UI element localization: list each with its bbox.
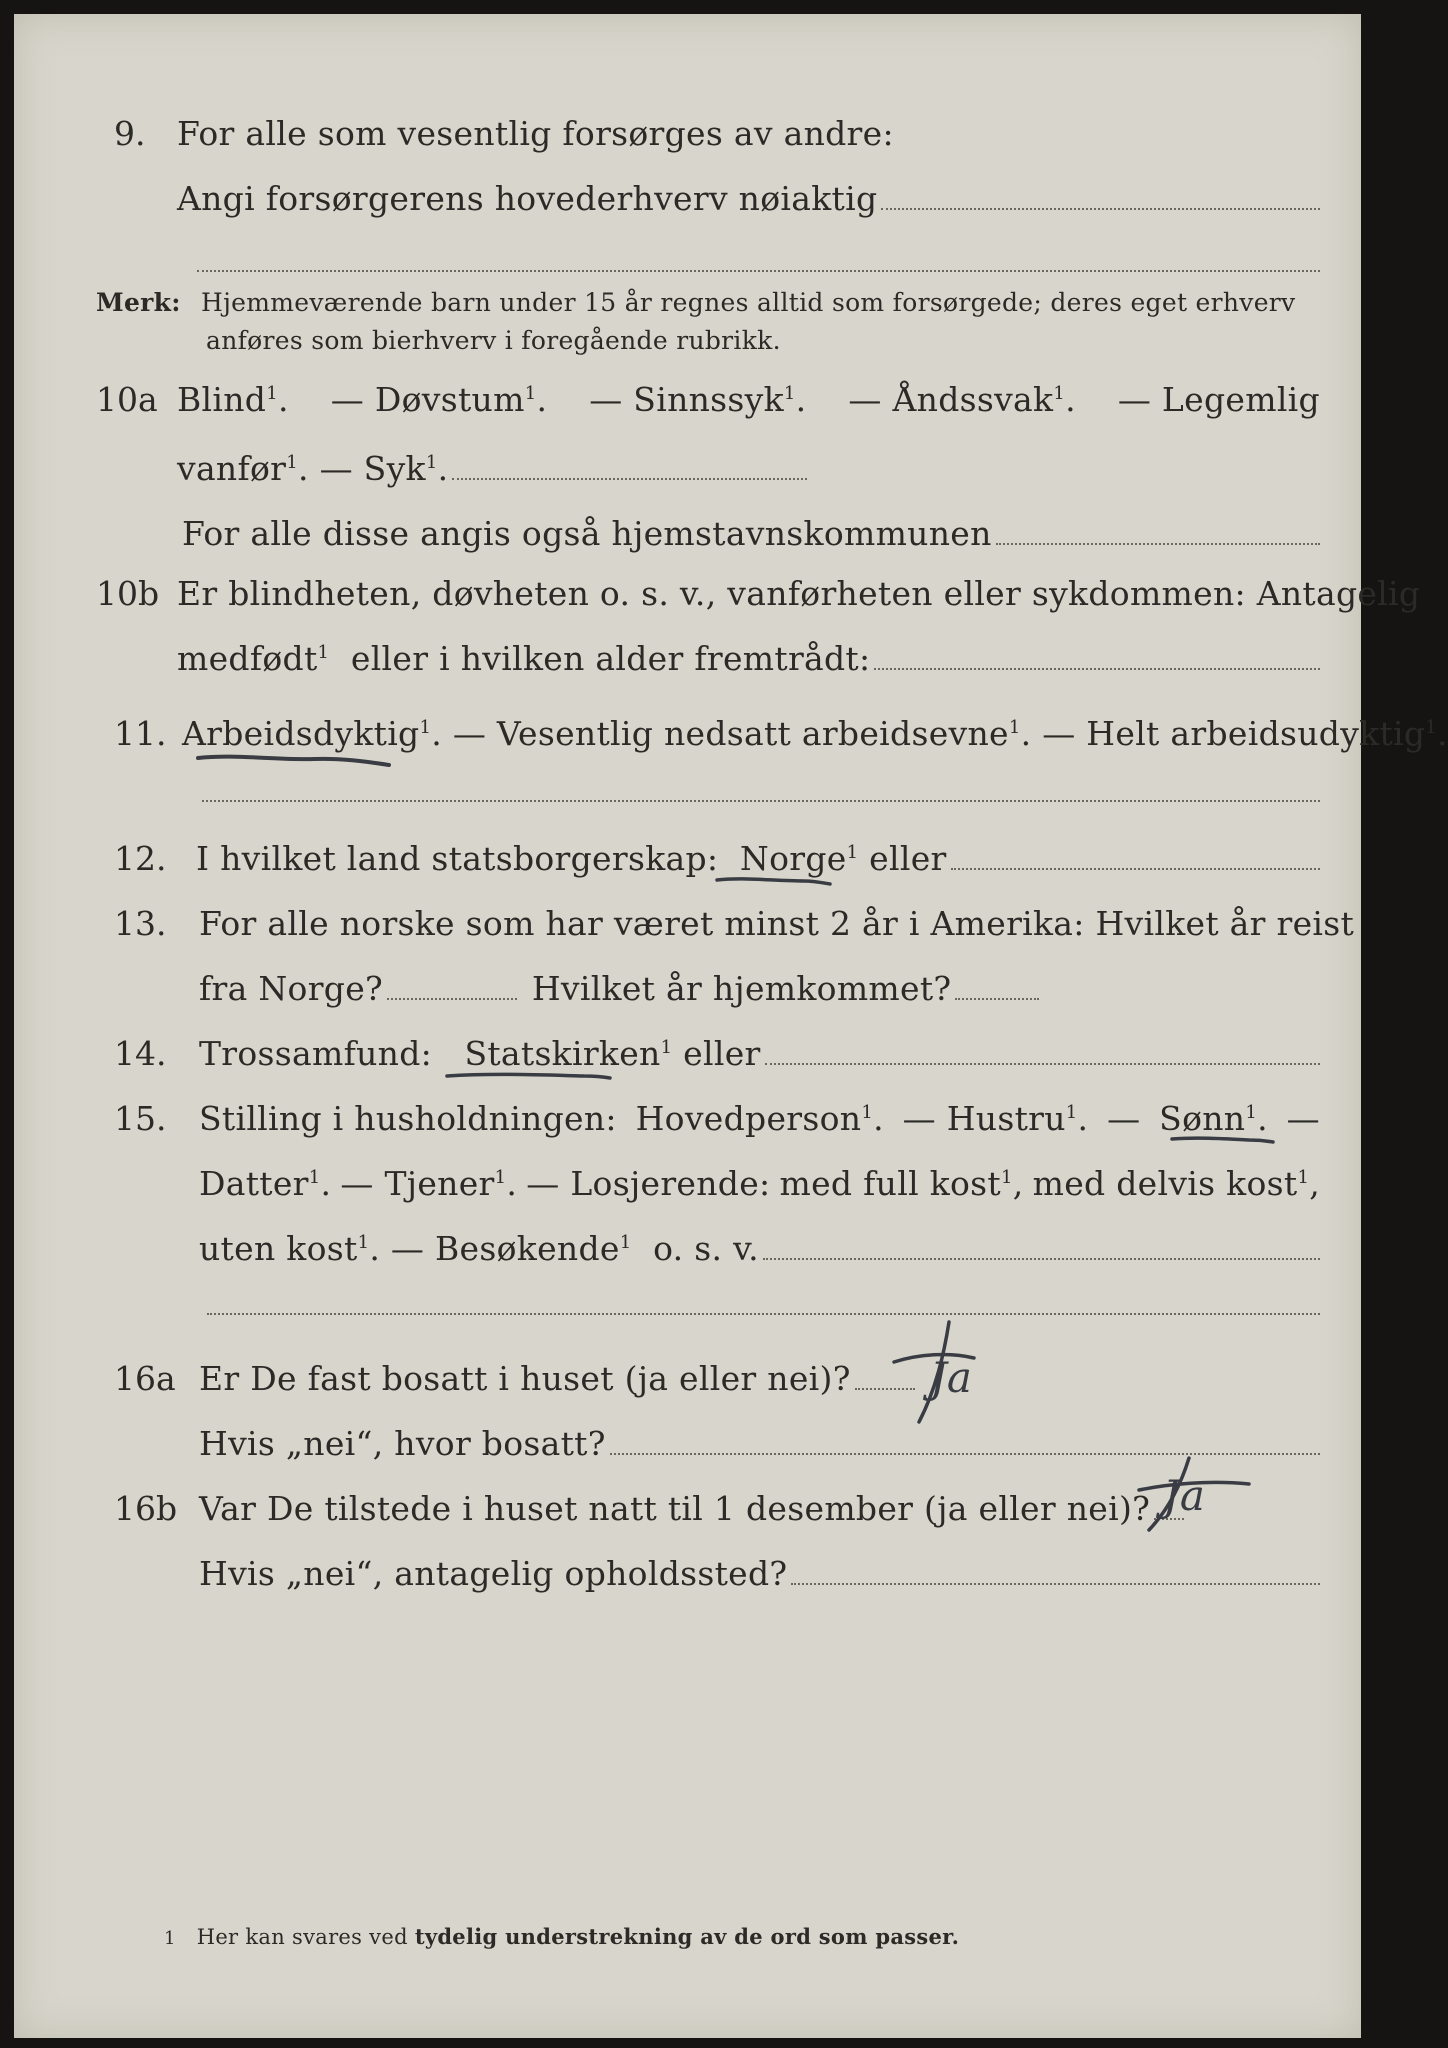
q10b-line1: Er blindheten, døvheten o. s. v., vanførheten eller sykdommen: Antagelig — [177, 574, 1421, 613]
q15-hovedperson: Hovedperson$^1$. — [635, 1099, 884, 1138]
q10a-legemlig: — Legemlig — [1117, 380, 1320, 419]
q16b-opholdssted-answer-line[interactable] — [791, 1582, 1320, 1585]
q16a-line2: Hvis „nei“, hvor bosatt? — [199, 1424, 1320, 1463]
q10a-dovstum: — Døvstum$^1$. — [330, 380, 548, 419]
q15-delvis-kost: med delvis kost$^1$, — [1032, 1164, 1320, 1203]
q11-arbeidsdyktig: Arbeidsdyktig$^1$ — [182, 714, 432, 753]
q15-extra-line[interactable] — [207, 1312, 1320, 1315]
q13-number: 13. — [114, 904, 167, 943]
q13-line2: fra Norge? Hvilket år hjemkommet? — [199, 969, 1039, 1008]
q14-number: 14. — [114, 1034, 167, 1073]
q12-underline-mark — [714, 872, 834, 890]
q16a-answer-handwriting — [864, 1314, 984, 1434]
q16b-line1: Var De tilstede i huset natt til 1 desember (ja eller nei)? — [199, 1489, 1188, 1528]
q10a-sinnssyk: — Sinnssyk$^1$. — [589, 380, 807, 419]
svg-text:Ja: Ja — [1163, 1471, 1205, 1520]
q13-line1: For alle norske som har været minst 2 år i Amerika: Hvilket år reist — [199, 904, 1355, 943]
q10b-number: 10b — [96, 574, 160, 613]
q11-udyktig: . — Helt arbeidsudyktig$^1$. — [1020, 714, 1448, 753]
merk-label: Merk: — [96, 288, 181, 317]
q10a-kommune-answer-line[interactable] — [996, 542, 1320, 545]
q14-line1: Trossamfund: Statskirken$^1$ eller — [199, 1034, 1320, 1073]
q10a-syk: — Syk$^1$. — [319, 449, 449, 488]
merk-line1: Hjemmeværende barn under 15 år regnes alltid som forsørgede; deres eget erhverv — [201, 288, 1296, 317]
q14-underline-mark — [444, 1067, 614, 1085]
q9-answer-line[interactable] — [881, 207, 1320, 210]
q12-number: 12. — [114, 839, 167, 878]
q11-extra-line[interactable] — [202, 799, 1320, 802]
q9-number: 9. — [114, 114, 146, 153]
census-form-page — [14, 14, 1448, 2038]
q9-line2 — [177, 179, 1320, 218]
q11-underline-mark — [194, 746, 394, 770]
q16b-answer-handwriting — [1129, 1454, 1259, 1534]
q10a-line3: For alle disse angis også hjemstavnskommunen — [182, 514, 1320, 553]
merk-line2: anføres som bierhverv i foregående rubrikk. — [206, 326, 781, 355]
q16a-number: 16a — [114, 1359, 176, 1398]
q14-statskirken: Statskirken$^1$ — [464, 1034, 673, 1073]
q10a-vanfor: vanfør$^1$. — [177, 449, 309, 488]
q15-underline-mark — [1169, 1131, 1279, 1147]
q11-nedsatt: . — Vesentlig nedsatt arbeidsevne$^1$ — [431, 714, 1021, 753]
svg-text:Ja: Ja — [930, 1353, 972, 1402]
q14-answer-line[interactable] — [765, 1062, 1320, 1065]
q16b-line2: Hvis „nei“, antagelig opholdssted? — [199, 1554, 1320, 1593]
q12-line1: I hvilket land statsborgerskap: Norge$^1$ eller — [196, 839, 1320, 878]
q9-line2-text: Angi forsørgerens hovederhverv nøiaktig — [177, 179, 878, 218]
q10a-andssvak: — Åndssvak$^1$. — [848, 380, 1076, 419]
q15-uten-kost: uten kost$^1$. — [199, 1229, 381, 1268]
footnote: 1 Her kan svares ved tydelig understrekning av de ord som passer. — [164, 1924, 960, 1949]
q16a-line1: Er De fast bosatt i huset (ja eller nei)? — [199, 1359, 919, 1398]
q13-hjemkommet-answer-line[interactable] — [955, 997, 1039, 1000]
q10a-blind: Blind$^1$. — [177, 380, 289, 419]
q15-answer-line[interactable] — [763, 1257, 1320, 1260]
q9-extra-line[interactable] — [197, 269, 1320, 272]
q15-full-kost: med full kost$^1$, — [779, 1164, 1024, 1203]
q10b-answer-line[interactable] — [874, 667, 1320, 670]
q10a-line1 — [177, 380, 1320, 419]
q11-number: 11. — [114, 714, 167, 753]
q15-sonn: Sønn$^1$. — [1159, 1099, 1268, 1138]
q15-tjener: — Tjener$^1$. — [340, 1164, 518, 1203]
q15-line2: Datter$^1$. — Tjener$^1$. — Losjerende: med full kost$^1$, med delvis kost$^1$, — [199, 1164, 1320, 1203]
q12-norge: Norge$^1$ — [739, 839, 859, 878]
q10b-medfodt: medfødt$^1$ — [177, 639, 330, 678]
q15-besokende: — Besøkende$^1$ — [390, 1229, 632, 1268]
q12-answer-line[interactable] — [951, 867, 1320, 870]
q15-datter: Datter$^1$. — [199, 1164, 332, 1203]
q15-line3: uten kost$^1$. — Besøkende$^1$ o. s. v. — [199, 1229, 1320, 1268]
q10a-line2 — [177, 449, 807, 488]
q10a-number: 10a — [96, 380, 158, 419]
q9-line1: For alle som vesentlig forsørges av andre: — [177, 114, 894, 153]
q16b-number: 16b — [114, 1489, 178, 1528]
q10b-line2: medfødt$^1$ eller i hvilken alder fremtrådt: — [177, 639, 1320, 678]
q15-number: 15. — [114, 1099, 167, 1138]
q10a-syk-answer-line[interactable] — [452, 477, 807, 480]
q15-hustru: — Hustru$^1$. — [902, 1099, 1089, 1138]
q13-reist-answer-line[interactable] — [387, 997, 517, 1000]
q15-line1: Stilling i husholdningen: Hovedperson$^1$. — Hustru$^1$. — Sønn$^1$. — — [199, 1099, 1320, 1138]
